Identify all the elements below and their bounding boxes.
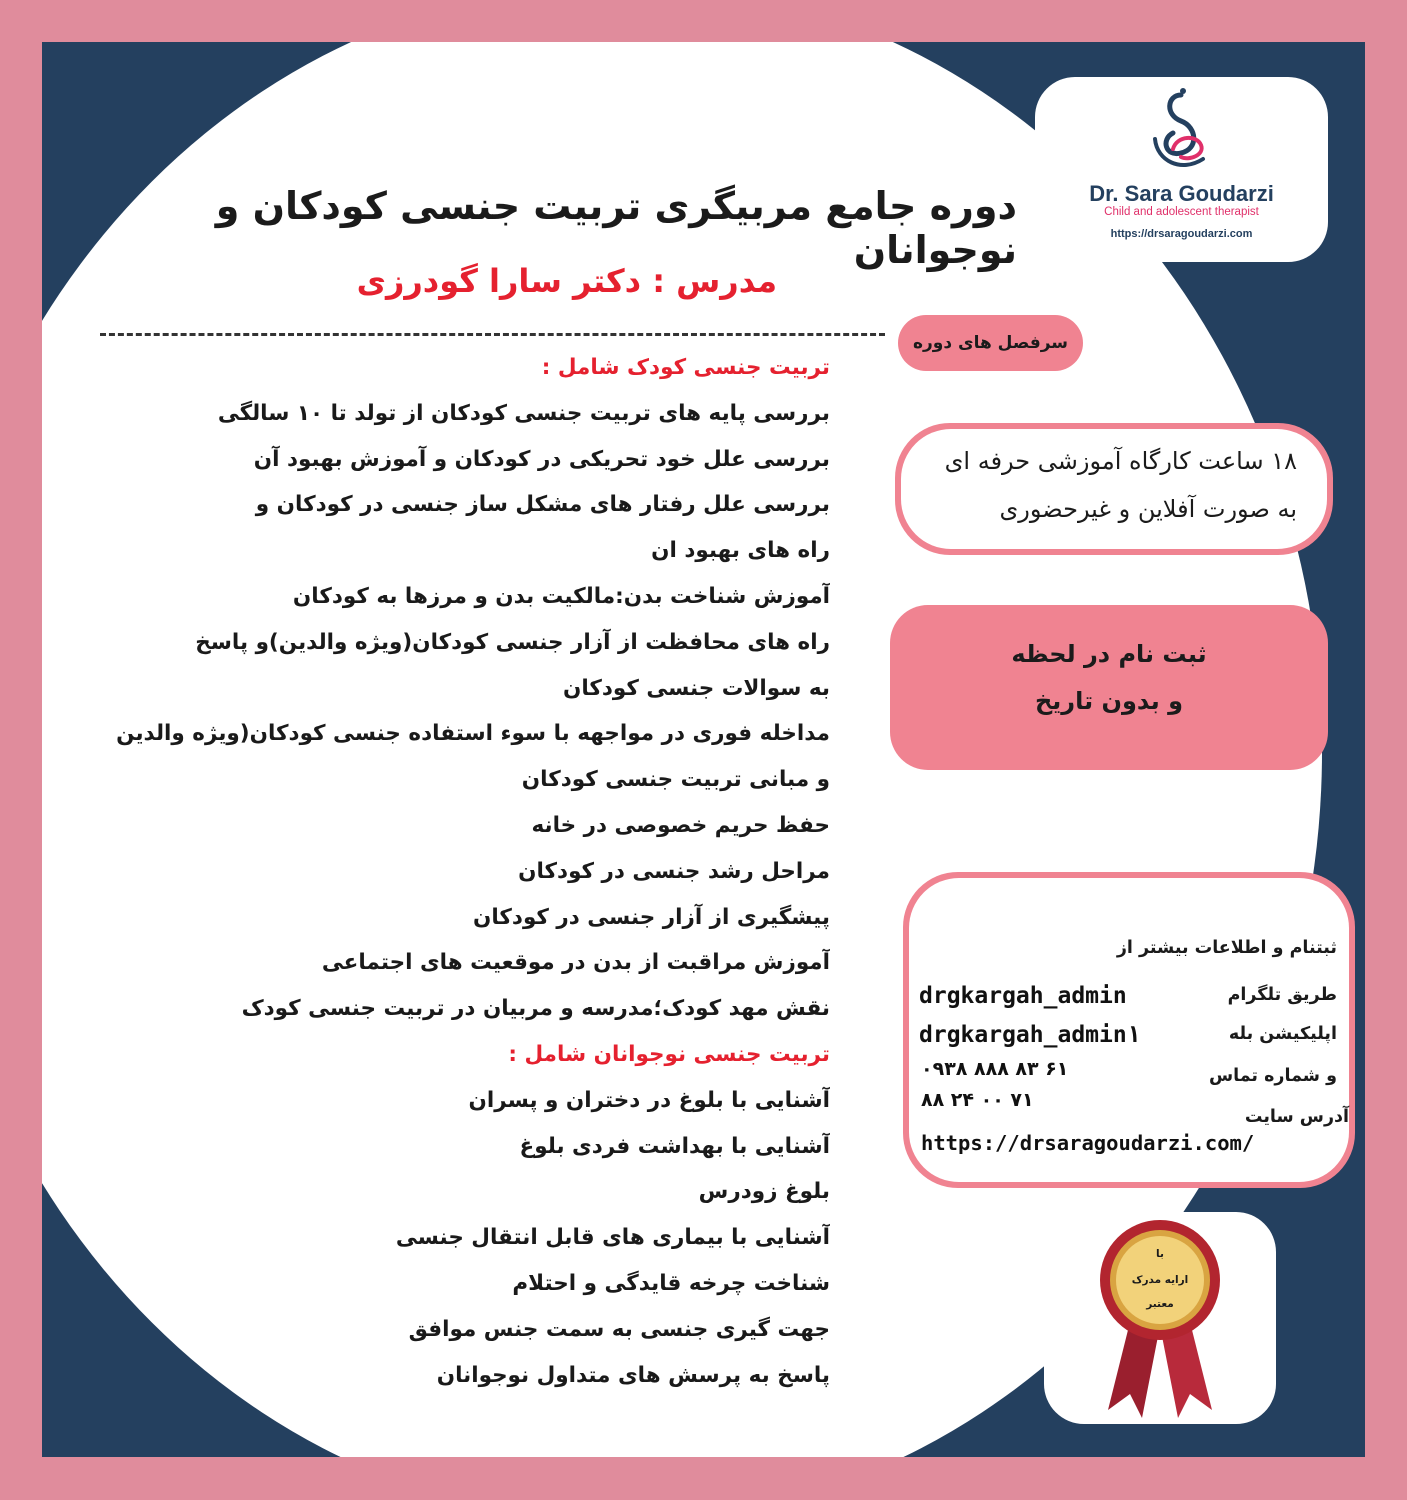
registration-line-1: ثبت نام در لحظه — [1011, 640, 1207, 668]
contact-card-inner — [909, 878, 1349, 1182]
syllabus-item: بررسی پایه های تربیت جنسی کودکان از تولد تا ۱۰ سالگی — [217, 400, 830, 426]
syllabus-item: پیشگیری از آزار جنسی در کودکان — [472, 904, 830, 930]
site-label: آدرس سایت — [1244, 1107, 1349, 1127]
section-heading: تربیت جنسی کودک شامل : — [541, 355, 830, 380]
syllabus-item: راه های بهبود ان — [651, 538, 830, 564]
brand-card — [1035, 77, 1328, 262]
workshop-line-2: به صورت آفلاین و غیرحضوری — [999, 495, 1297, 523]
brand-logo-icon — [1143, 87, 1221, 179]
syllabus-item: آشنایی با بیماری های قابل انتقال جنسی — [395, 1225, 830, 1251]
syllabus-item: بلوغ زودرس — [698, 1179, 830, 1205]
syllabus-label: سرفصل های دوره — [898, 315, 1083, 371]
badge-line-1: با — [1156, 1248, 1164, 1260]
syllabus-item: مراحل رشد جنسی در کودکان — [518, 858, 830, 884]
phone-label: و شماره تماس — [1208, 1066, 1337, 1086]
syllabus-item: حفظ حریم خصوصی در خانه — [531, 812, 830, 838]
brand-subtitle: Child and adolescent therapist — [1104, 206, 1259, 218]
badge-line-3: معتبر — [1146, 1298, 1174, 1310]
contact-intro: ثبتنام و اطلاعات بیشتر از — [1116, 938, 1337, 958]
bale-id[interactable]: drgkargah_admin۱ — [919, 1022, 1141, 1048]
registration-line-2: و بدون تاریخ — [1034, 687, 1184, 715]
certificate-badge-card — [1044, 1212, 1276, 1424]
syllabus-item: شناخت چرخه قایدگی و احتلام — [512, 1270, 830, 1296]
telegram-label: طریق تلگرام — [1227, 985, 1337, 1005]
syllabus-item: راه های محافظت از آزار جنسی کودکان(ویژه والدین)و پاسخ — [195, 629, 830, 655]
syllabus-item: نقش مهد کودک؛مدرسه و مربیان در تربیت جنسی کودک — [241, 996, 830, 1022]
syllabus-list — [100, 345, 830, 1398]
registration-card[interactable] — [890, 605, 1328, 770]
syllabus-item: آموزش شناخت بدن:مالکیت بدن و مرزها به کودکان — [292, 583, 830, 609]
syllabus-item: آشنایی با بهداشت فردی بلوغ — [519, 1133, 830, 1159]
workshop-line-1: ۱۸ ساعت کارگاه آموزشی حرفه ای — [944, 447, 1297, 475]
syllabus-item: آموزش مراقبت از بدن در موقعیت های اجتماعی — [321, 950, 830, 976]
workshop-hours-card — [895, 423, 1333, 555]
contact-card — [903, 872, 1355, 1188]
syllabus-item: بررسی علل رفتار های مشکل ساز جنسی در کودکان و — [255, 492, 830, 518]
course-title: دوره جامع مربیگری تربیت جنسی کودکان و نوجوانان — [215, 184, 1017, 272]
brand-url[interactable]: https://drsaragoudarzi.com — [1110, 228, 1253, 240]
section-heading: تربیت جنسی نوجوانان شامل : — [508, 1041, 830, 1067]
syllabus-item: پاسخ به پرسش های متداول نوجوانان — [436, 1362, 830, 1388]
syllabus-item: مداخله فوری در مواجهه با سوء استفاده جنسی کودکان(ویژه والدین — [116, 721, 830, 747]
syllabus-item: بررسی علل خود تحریکی در کودکان و آموزش بهبود آن — [253, 446, 830, 472]
telegram-id[interactable]: drgkargah_admin — [919, 983, 1127, 1009]
syllabus-item: آشنایی با بلوغ در دختران و پسران — [468, 1087, 830, 1113]
syllabus-item: و مبانی تربیت جنسی کودکان — [521, 767, 830, 793]
bale-label: اپلیکیشن بله — [1228, 1024, 1337, 1044]
instructor-name: مدرس : دکتر سارا گودرزی — [356, 262, 777, 300]
ribbon-badge-icon — [1080, 1214, 1240, 1422]
site-url[interactable]: https://drsaragoudarzi.com/ — [921, 1131, 1255, 1155]
phone-number-2[interactable]: ۸۸ ۲۴ ۰۰ ۷۱ — [921, 1089, 1034, 1111]
workshop-hours-inner — [901, 429, 1327, 549]
syllabus-item: به سوالات جنسی کودکان — [562, 675, 830, 701]
phone-number-1[interactable]: ۰۹۳۸ ۸۸۸ ۸۳ ۶۱ — [921, 1058, 1069, 1080]
badge-line-2: ارایه مدرک — [1131, 1274, 1189, 1286]
dashed-divider — [100, 333, 885, 336]
syllabus-item: جهت گیری جنسی به سمت جنس موافق — [408, 1316, 830, 1342]
brand-name: Dr. Sara Goudarzi — [1089, 181, 1274, 206]
